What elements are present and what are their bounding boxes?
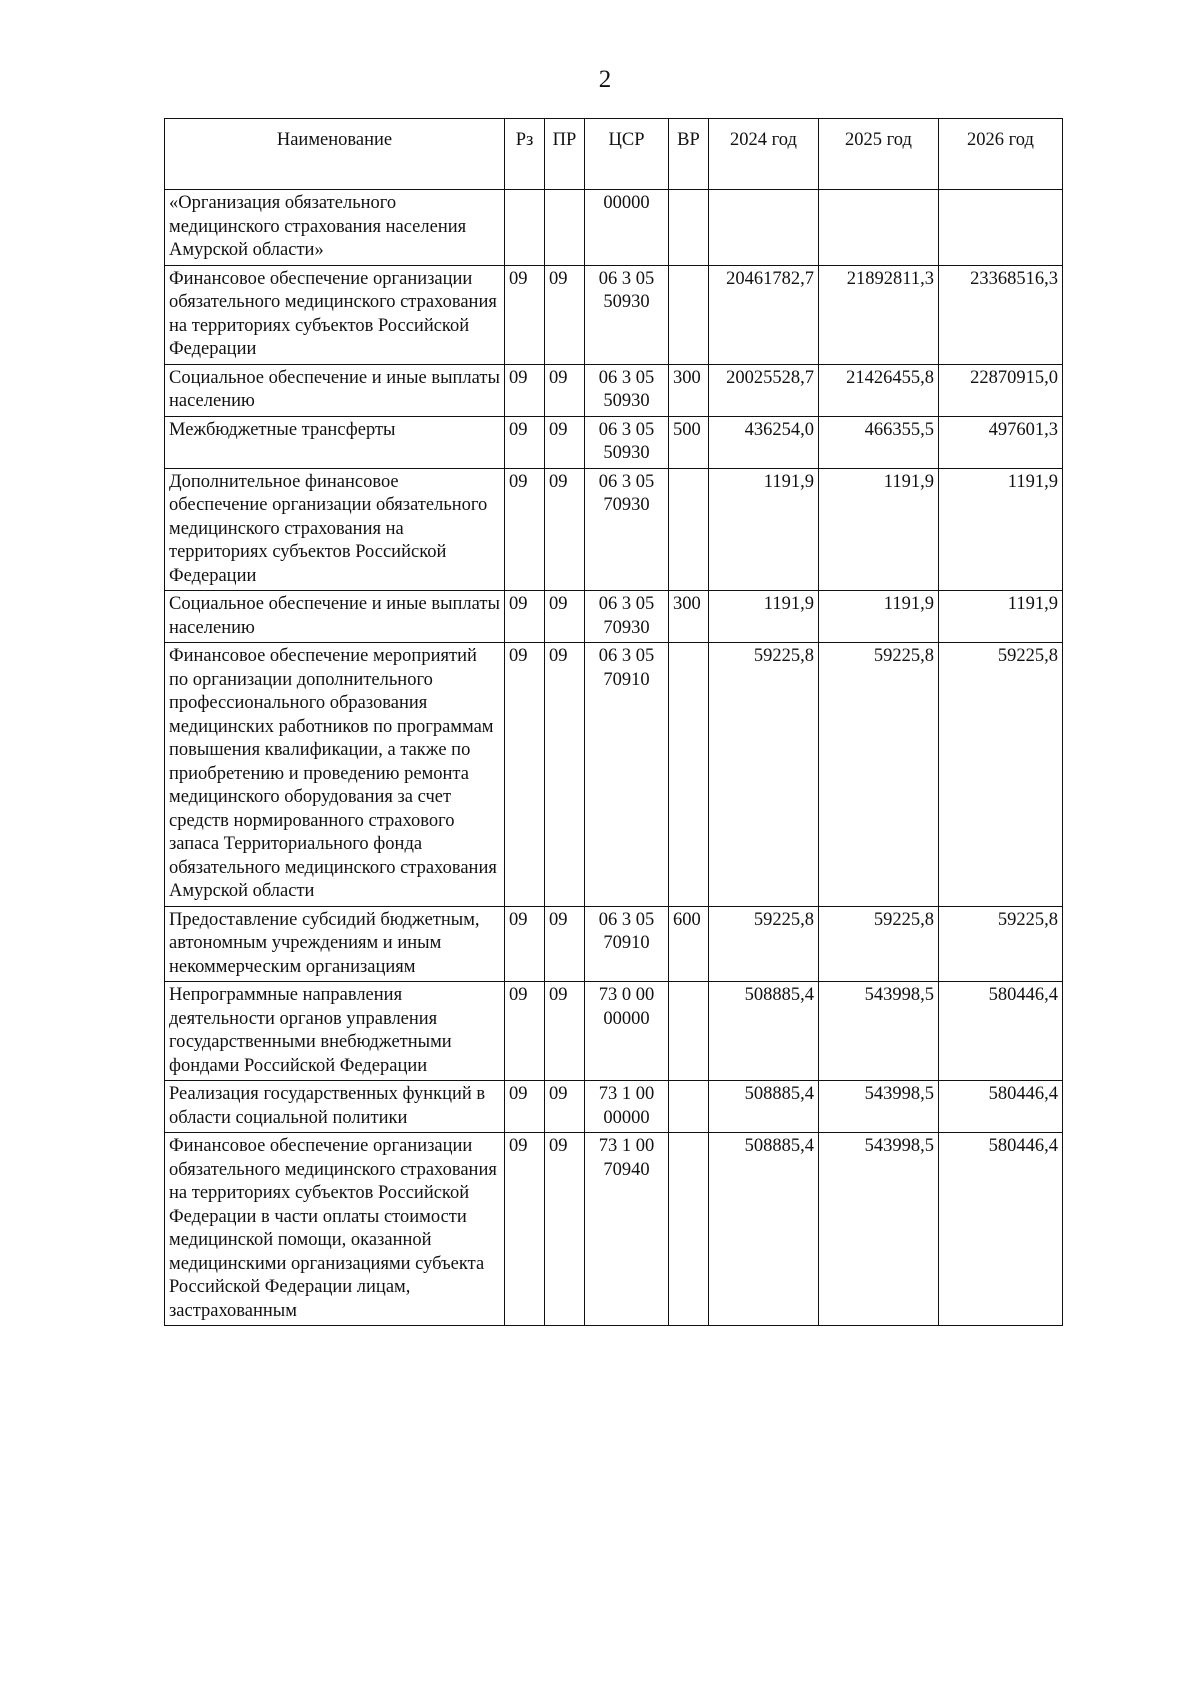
cell-vr [669,265,709,364]
cell-2026: 1191,9 [939,468,1063,591]
cell-2025: 543998,5 [819,1081,939,1133]
cell-pr: 09 [545,1133,585,1326]
cell-rz: 09 [505,643,545,907]
table-row [165,591,1063,643]
table-row [165,1081,1063,1133]
cell-rz: 09 [505,906,545,982]
cell-name: Непрограммные направления деятельности органов управления государственными внебюджетными фондами Российской Федерации [165,982,505,1081]
cell-csr: 06 3 05 70930 [585,591,669,643]
cell-2025: 59225,8 [819,643,939,907]
cell-2024 [709,190,819,266]
header-csr: ЦСР [585,119,669,190]
cell-vr [669,982,709,1081]
cell-2024: 59225,8 [709,643,819,907]
cell-2025: 1191,9 [819,591,939,643]
cell-2025: 466355,5 [819,416,939,468]
cell-2026: 59225,8 [939,643,1063,907]
cell-rz: 09 [505,265,545,364]
cell-2024: 508885,4 [709,1133,819,1326]
cell-rz [505,190,545,266]
cell-2024: 508885,4 [709,1081,819,1133]
cell-rz: 09 [505,1133,545,1326]
cell-pr: 09 [545,416,585,468]
table-row [165,643,1063,907]
cell-csr: 06 3 05 70930 [585,468,669,591]
cell-pr: 09 [545,1081,585,1133]
cell-rz: 09 [505,982,545,1081]
cell-rz: 09 [505,416,545,468]
cell-vr: 300 [669,364,709,416]
cell-vr: 600 [669,906,709,982]
cell-2025: 21892811,3 [819,265,939,364]
cell-2026: 59225,8 [939,906,1063,982]
cell-2024: 59225,8 [709,906,819,982]
cell-2025: 543998,5 [819,982,939,1081]
cell-csr: 06 3 05 50930 [585,416,669,468]
cell-name: Межбюджетные трансферты [165,416,505,468]
cell-2024: 1191,9 [709,468,819,591]
cell-name: Финансовое обеспечение организации обязательного медицинского страхования на территориях субъектов Российской Федерации в части оплаты стоимости медицинской помощи, оказанной медицинскими организациями субъекта Российской Федерации лицам, застрахованным [165,1133,505,1326]
cell-csr: 06 3 05 70910 [585,643,669,907]
table-row [165,416,1063,468]
cell-rz: 09 [505,364,545,416]
cell-pr: 09 [545,468,585,591]
header-2025: 2025 год [819,119,939,190]
table-row [165,265,1063,364]
cell-name: Предоставление субсидий бюджетным, автономным учреждениям и иным некоммерческим организациям [165,906,505,982]
table-row [165,364,1063,416]
table-row [165,906,1063,982]
cell-pr: 09 [545,906,585,982]
cell-2026: 497601,3 [939,416,1063,468]
cell-name: Социальное обеспечение и иные выплаты населению [165,591,505,643]
cell-name: «Организация обязательного медицинского страхования населения Амурской области» [165,190,505,266]
cell-vr [669,1133,709,1326]
cell-2024: 436254,0 [709,416,819,468]
table-row [165,982,1063,1081]
cell-rz: 09 [505,591,545,643]
cell-2025: 543998,5 [819,1133,939,1326]
cell-vr: 500 [669,416,709,468]
header-2024: 2024 год [709,119,819,190]
cell-csr: 73 1 00 70940 [585,1133,669,1326]
cell-csr: 00000 [585,190,669,266]
cell-2025 [819,190,939,266]
cell-2026: 22870915,0 [939,364,1063,416]
cell-name: Социальное обеспечение и иные выплаты населению [165,364,505,416]
cell-pr: 09 [545,982,585,1081]
page-number: 2 [598,66,612,93]
cell-2024: 1191,9 [709,591,819,643]
cell-pr: 09 [545,591,585,643]
cell-pr: 09 [545,643,585,907]
cell-2025: 21426455,8 [819,364,939,416]
cell-csr: 73 0 00 00000 [585,982,669,1081]
cell-name: Дополнительное финансовое обеспечение организации обязательного медицинского страхования на территориях субъектов Российской Федерации [165,468,505,591]
cell-pr: 09 [545,265,585,364]
cell-csr: 06 3 05 70910 [585,906,669,982]
header-pr: ПР [545,119,585,190]
cell-vr [669,190,709,266]
header-vr: ВР [669,119,709,190]
cell-2024: 508885,4 [709,982,819,1081]
cell-csr: 73 1 00 00000 [585,1081,669,1133]
table-row [165,190,1063,266]
budget-table [164,118,1063,1326]
cell-rz: 09 [505,1081,545,1133]
cell-name: Финансовое обеспечение мероприятий по организации дополнительного профессионального образования медицинских работников по программам повышения квалификации, а также по приобретению и проведению ремонта медицинского оборудования за счет средств нормированного страхового запаса Территориального фонда обязательного медицинского страхования Амурской области [165,643,505,907]
cell-2025: 1191,9 [819,468,939,591]
cell-pr: 09 [545,364,585,416]
table-header-row [165,119,1063,190]
table-row [165,468,1063,591]
cell-csr: 06 3 05 50930 [585,265,669,364]
cell-vr [669,468,709,591]
cell-2026: 580446,4 [939,1133,1063,1326]
cell-rz: 09 [505,468,545,591]
cell-csr: 06 3 05 50930 [585,364,669,416]
cell-2025: 59225,8 [819,906,939,982]
cell-2026 [939,190,1063,266]
cell-name: Финансовое обеспечение организации обязательного медицинского страхования на территориях субъектов Российской Федерации [165,265,505,364]
cell-2026: 1191,9 [939,591,1063,643]
cell-pr [545,190,585,266]
cell-2024: 20025528,7 [709,364,819,416]
cell-2026: 580446,4 [939,982,1063,1081]
cell-vr [669,643,709,907]
cell-vr: 300 [669,591,709,643]
header-2026: 2026 год [939,119,1063,190]
cell-2026: 23368516,3 [939,265,1063,364]
cell-2024: 20461782,7 [709,265,819,364]
cell-vr [669,1081,709,1133]
cell-2026: 580446,4 [939,1081,1063,1133]
header-rz: Рз [505,119,545,190]
table-row [165,1133,1063,1326]
header-name: Наименование [165,119,505,190]
cell-name: Реализация государственных функций в области социальной политики [165,1081,505,1133]
